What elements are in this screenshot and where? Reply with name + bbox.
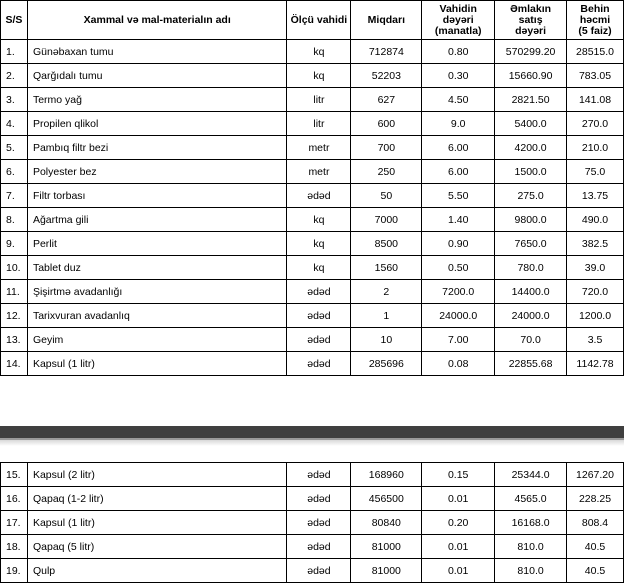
table-row: [1, 88, 624, 112]
cell-unit-price: 7200.0: [422, 280, 495, 304]
cell-row-number: 11.: [1, 280, 28, 304]
cell-unit-price: 0.01: [422, 535, 495, 559]
table-row: [1, 256, 624, 280]
cell-unit-price: 24000.0: [422, 304, 495, 328]
cell-deposit: 808.4: [567, 511, 624, 535]
cell-material-name: Tarixvuran avadanlıq: [27, 304, 286, 328]
cell-sale-value: 16168.0: [495, 511, 567, 535]
cell-deposit: 228.25: [567, 487, 624, 511]
table-header-row: [1, 1, 624, 40]
cell-unit: ədəd: [287, 559, 351, 583]
cell-deposit: 720.0: [567, 280, 624, 304]
table-row: [1, 64, 624, 88]
cell-deposit: 141.08: [567, 88, 624, 112]
cell-sale-value: 9800.0: [495, 208, 567, 232]
cell-quantity: 52203: [351, 64, 422, 88]
col-header-unit: Ölçü vahidi: [287, 1, 351, 40]
cell-unit-price: 1.40: [422, 208, 495, 232]
cell-quantity: 456500: [351, 487, 422, 511]
cell-deposit: 1267.20: [567, 463, 624, 487]
table-row: [1, 208, 624, 232]
col-header-qty: Miqdarı: [351, 1, 422, 40]
cell-row-number: 10.: [1, 256, 28, 280]
cell-unit-price: 0.20: [422, 511, 495, 535]
cell-quantity: 627: [351, 88, 422, 112]
cell-unit-price: 5.50: [422, 184, 495, 208]
cell-sale-value: 22855.68: [495, 352, 567, 376]
cell-quantity: 8500: [351, 232, 422, 256]
cell-sale-value: 4565.0: [495, 487, 567, 511]
cell-row-number: 16.: [1, 487, 28, 511]
cell-row-number: 3.: [1, 88, 28, 112]
cell-quantity: 81000: [351, 535, 422, 559]
cell-unit: litr: [287, 88, 351, 112]
cell-material-name: Şişirtmə avadanlığı: [27, 280, 286, 304]
cell-unit-price: 7.00: [422, 328, 495, 352]
cell-material-name: Propilen qlikol: [27, 112, 286, 136]
cell-quantity: 250: [351, 160, 422, 184]
col-header-ss: S/S: [1, 1, 28, 40]
col-header-sale-value: Əmlakın satış dəyəri: [495, 1, 567, 40]
cell-material-name: Filtr torbası: [27, 184, 286, 208]
cell-quantity: 285696: [351, 352, 422, 376]
cell-unit: kq: [287, 256, 351, 280]
cell-row-number: 2.: [1, 64, 28, 88]
cell-row-number: 7.: [1, 184, 28, 208]
cell-unit-price: 6.00: [422, 136, 495, 160]
cell-material-name: Pambıq filtr bezi: [27, 136, 286, 160]
cell-deposit: 39.0: [567, 256, 624, 280]
col-header-deposit: Behin həcmi (5 faiz): [567, 1, 624, 40]
cell-deposit: 382.5: [567, 232, 624, 256]
cell-deposit: 13.75: [567, 184, 624, 208]
cell-sale-value: 1500.0: [495, 160, 567, 184]
cell-deposit: 1142.78: [567, 352, 624, 376]
table-row: [1, 280, 624, 304]
cell-unit-price: 0.08: [422, 352, 495, 376]
cell-material-name: Qarğıdalı tumu: [27, 64, 286, 88]
cell-row-number: 5.: [1, 136, 28, 160]
cell-unit-price: 0.30: [422, 64, 495, 88]
cell-sale-value: 7650.0: [495, 232, 567, 256]
cell-row-number: 15.: [1, 463, 28, 487]
table-row: [1, 535, 624, 559]
table-row: [1, 328, 624, 352]
cell-deposit: 490.0: [567, 208, 624, 232]
cell-quantity: 50: [351, 184, 422, 208]
cell-row-number: 1.: [1, 40, 28, 64]
cell-deposit: 783.05: [567, 64, 624, 88]
cell-unit: ədəd: [287, 511, 351, 535]
cell-sale-value: 5400.0: [495, 112, 567, 136]
cell-sale-value: 15660.90: [495, 64, 567, 88]
cell-quantity: 10: [351, 328, 422, 352]
page-break-band: [0, 426, 624, 438]
cell-unit: ədəd: [287, 352, 351, 376]
cell-material-name: Geyim: [27, 328, 286, 352]
cell-unit-price: 0.90: [422, 232, 495, 256]
table-row: [1, 184, 624, 208]
cell-material-name: Qapaq (5 litr): [27, 535, 287, 559]
cell-quantity: 7000: [351, 208, 422, 232]
cell-sale-value: 70.0: [495, 328, 567, 352]
cell-material-name: Günəbaxan tumu: [27, 40, 286, 64]
table-row: [1, 136, 624, 160]
cell-unit: metr: [287, 160, 351, 184]
cell-sale-value: 780.0: [495, 256, 567, 280]
cell-quantity: 80840: [351, 511, 422, 535]
cell-deposit: 270.0: [567, 112, 624, 136]
cell-quantity: 1560: [351, 256, 422, 280]
cell-sale-value: 810.0: [495, 559, 567, 583]
cell-row-number: 19.: [1, 559, 28, 583]
cell-unit-price: 0.50: [422, 256, 495, 280]
cell-material-name: Ağartma gili: [27, 208, 286, 232]
cell-unit-price: 4.50: [422, 88, 495, 112]
cell-unit-price: 0.80: [422, 40, 495, 64]
table-row: [1, 559, 624, 583]
cell-material-name: Qulp: [27, 559, 287, 583]
table-row: [1, 304, 624, 328]
cell-row-number: 18.: [1, 535, 28, 559]
cell-material-name: Polyester bez: [27, 160, 286, 184]
page-break-shadow: [0, 440, 624, 446]
cell-unit: ədəd: [287, 487, 351, 511]
cell-row-number: 17.: [1, 511, 28, 535]
cell-deposit: 3.5: [567, 328, 624, 352]
cell-unit: litr: [287, 112, 351, 136]
cell-row-number: 9.: [1, 232, 28, 256]
cell-row-number: 4.: [1, 112, 28, 136]
cell-material-name: Kapsul (2 litr): [27, 463, 287, 487]
table-row: [1, 511, 624, 535]
cell-row-number: 13.: [1, 328, 28, 352]
cell-unit: ədəd: [287, 328, 351, 352]
col-header-name: Xammal və mal-materialın adı: [27, 1, 286, 40]
cell-row-number: 14.: [1, 352, 28, 376]
cell-unit-price: 0.01: [422, 559, 495, 583]
table-row: [1, 40, 624, 64]
cell-deposit: 40.5: [567, 535, 624, 559]
cell-deposit: 210.0: [567, 136, 624, 160]
cell-sale-value: 14400.0: [495, 280, 567, 304]
table-row: [1, 112, 624, 136]
cell-deposit: 75.0: [567, 160, 624, 184]
cell-unit: ədəd: [287, 184, 351, 208]
cell-material-name: Qapaq (1-2 litr): [27, 487, 287, 511]
cell-quantity: 2: [351, 280, 422, 304]
materials-table-part2: [0, 462, 624, 583]
table-row: [1, 487, 624, 511]
cell-sale-value: 4200.0: [495, 136, 567, 160]
cell-unit: kq: [287, 232, 351, 256]
cell-unit-price: 9.0: [422, 112, 495, 136]
cell-quantity: 700: [351, 136, 422, 160]
cell-row-number: 6.: [1, 160, 28, 184]
cell-quantity: 600: [351, 112, 422, 136]
cell-deposit: 40.5: [567, 559, 624, 583]
table-row: [1, 352, 624, 376]
cell-quantity: 168960: [351, 463, 422, 487]
cell-material-name: Tablet duz: [27, 256, 286, 280]
cell-quantity: 712874: [351, 40, 422, 64]
cell-sale-value: 570299.20: [495, 40, 567, 64]
cell-deposit: 1200.0: [567, 304, 624, 328]
cell-material-name: Perlit: [27, 232, 286, 256]
cell-unit-price: 0.15: [422, 463, 495, 487]
cell-material-name: Kapsul (1 litr): [27, 511, 287, 535]
cell-sale-value: 810.0: [495, 535, 567, 559]
cell-material-name: Kapsul (1 litr): [27, 352, 286, 376]
cell-sale-value: 24000.0: [495, 304, 567, 328]
cell-unit: kq: [287, 64, 351, 88]
cell-quantity: 81000: [351, 559, 422, 583]
table-row: [1, 463, 624, 487]
cell-unit-price: 0.01: [422, 487, 495, 511]
cell-sale-value: 275.0: [495, 184, 567, 208]
table-row: [1, 160, 624, 184]
cell-row-number: 12.: [1, 304, 28, 328]
cell-unit: metr: [287, 136, 351, 160]
cell-material-name: Termo yağ: [27, 88, 286, 112]
cell-unit: kq: [287, 40, 351, 64]
cell-sale-value: 25344.0: [495, 463, 567, 487]
cell-deposit: 28515.0: [567, 40, 624, 64]
cell-quantity: 1: [351, 304, 422, 328]
cell-unit: ədəd: [287, 304, 351, 328]
col-header-unit-price: Vahidin dəyəri (manatla): [422, 1, 495, 40]
table-row: [1, 232, 624, 256]
cell-sale-value: 2821.50: [495, 88, 567, 112]
cell-unit: kq: [287, 208, 351, 232]
cell-unit-price: 6.00: [422, 160, 495, 184]
cell-row-number: 8.: [1, 208, 28, 232]
cell-unit: ədəd: [287, 535, 351, 559]
cell-unit: ədəd: [287, 280, 351, 304]
cell-unit: ədəd: [287, 463, 351, 487]
